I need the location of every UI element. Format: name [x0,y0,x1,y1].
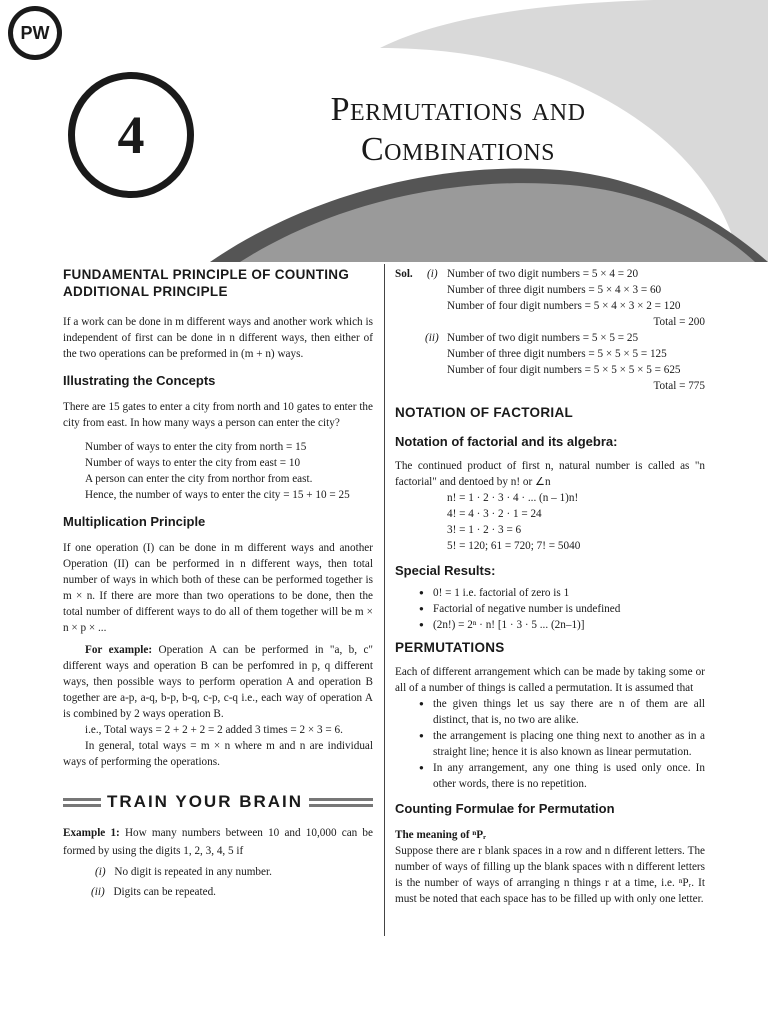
chapter-title-line2: Combinations [360,131,556,168]
sol-i-lines [395,266,705,330]
para-multiplication: If one operation (I) can be done in m different ways and another Operation (II) can be performed in n different ways, then total number of ways in which both of these can be performed together is m × n. If there are more than two operations to be done, then the total number of different ways to do all of them together will be m × n × p × ... [63,542,373,634]
sol-total: Total = 775 [653,380,705,392]
gate-line: Hence, the number of ways to enter the city = 15 + 10 = 25 [85,489,350,501]
para-gates: There are 15 gates to enter a city from north and 10 gates to enter the city from east. In how many ways a person can enter the city? [63,401,373,429]
example1-part-ii [63,882,373,902]
factorial-line: 3! = 1 · 2 · 3 = 6 [447,524,522,536]
para-factorial: The continued product of first n, natural number is called as "n factorial" and dentoed by n! or ∠n [395,460,705,488]
heading-special: Special Results: [395,563,496,578]
sol-line: Number of two digit numbers = 5 × 4 = 20 [447,268,639,280]
factorial-lines [395,490,705,554]
banner-bars-left [63,798,101,807]
example1-text: How many numbers between 10 and 10,000 can be formed by using the digits 1, 2, 3, 4, 5 if [63,827,373,857]
sol-i-label: (i) [427,268,438,280]
sol-ii-label: (ii) [425,332,439,344]
gate-lines [63,439,373,503]
pw-logo [8,6,62,60]
right-column [395,266,705,907]
sol-label: Sol. [395,268,413,280]
heading-notation-algebra: Notation of factorial and its algebra: [395,434,618,449]
chapter-number: 4 [117,105,145,165]
part-i-text: No digit is repeated in any number. [114,866,272,878]
heading-fundamental: FUNDAMENTAL PRINCIPLE OF COUNTING [63,267,350,282]
para-general: In general, total ways = m × n where m and n are individual ways of performing the operations. [63,740,373,768]
list-item: ● In any arrangement, any one thing is used only once. In other words, there is no repetition. [433,760,705,792]
sol-ii-lines [395,330,705,394]
list-item: ● Factorial of negative number is undefined [433,601,705,617]
example-text: Operation A can be performed in "a, b, c" different ways and operation B can be perfomred in p, q different ways, then possible ways to perform operation A and operation B together are a-p, a-q, b-p, b-q, c-p, c-q i.e., each way of operation A is combined by 2 ways operation B. [63,644,373,720]
para-meaning: Suppose there are r blank spaces in a row and n different letters. The number of ways of filling up the blank spaces with n different letters is the number of ways of arranging n things r at a time, i.e. ⁿPᵣ. It must be noted that each space has to be filled up with only one letter. [395,845,705,905]
list-item: ● 0! = 1 i.e. factorial of zero is 1 [433,585,705,601]
heading-permutations: PERMUTATIONS [395,640,505,655]
example1-label: Example 1: [63,827,120,839]
example-label: For example: [85,644,153,656]
part-ii-label: (ii) [91,886,105,898]
heading-illustrating: Illustrating the Concepts [63,373,216,388]
example1-part-i [63,862,373,882]
banner-title: TRAIN YOUR BRAIN [107,792,304,811]
example1 [63,824,373,860]
list-item: ● the arrangement is placing one thing next to another as in a straight line; hence it is also known as linear permutation. [433,728,705,760]
list-item: ● (2n!) = 2ⁿ · n! [1 · 3 · 5 ... (2n–1)] [433,617,705,633]
gate-line: Number of ways to enter the city from east = 10 [85,457,301,469]
part-i-label: (i) [95,866,106,878]
gate-line: Number of ways to enter the city from north = 15 [85,441,307,453]
para-permutations: Each of different arrangement which can be made by taking some or all of a number of things is called a permutation. It is assumed that [395,666,705,694]
chapter-title [268,90,648,170]
banner-bars-right [309,798,373,807]
left-column [63,266,373,902]
factorial-line: 4! = 4 · 3 · 2 · 1 = 24 [447,508,542,520]
chapter-title-line1: Permutations and [330,91,586,128]
train-banner [63,792,373,812]
list-item: ● the given things let us say there are n of them are all distinct, that is, no two are alike. [433,696,705,728]
part-ii-text: Digits can be repeated. [113,886,216,898]
para-additional: If a work can be done in m different ways and another work which is independent of first can be done in n different ways, then either of the two operations can be preformed in (m + n) ways. [63,316,373,360]
heading-additional: ADDITIONAL PRINCIPLE [63,284,228,299]
pw-logo-text: PW [20,22,50,43]
special-list [395,585,705,633]
chapter-number-circle [68,72,194,198]
sol-line: Number of four digit numbers = 5 × 5 × 5 × 5 = 625 [447,364,681,376]
heading-notation: NOTATION OF FACTORIAL [395,405,574,420]
meaning-label: The meaning of ⁿPᵣ [395,829,486,841]
gate-line: A person can enter the city from northor from east. [85,473,313,485]
factorial-line: n! = 1 · 2 · 3 · 4 · ... (n – 1)n! [447,492,579,504]
para-total: i.e., Total ways = 2 + 2 + 2 = 2 added 3 times = 2 × 3 = 6. [85,724,343,736]
heading-multiplication: Multiplication Principle [63,514,206,529]
pw-logo-inner [13,11,57,55]
factorial-line: 5! = 120; 61 = 720; 7! = 5040 [447,540,581,552]
solution-block [395,266,705,394]
column-divider [384,264,385,936]
sol-line: Number of two digit numbers = 5 × 5 = 25 [447,332,639,344]
heading-counting: Counting Formulae for Permutation [395,801,615,816]
sol-line: Number of three digit numbers = 5 × 5 × 5 = 125 [447,348,667,360]
sol-line: Number of four digit numbers = 5 × 4 × 3 × 2 = 120 [447,300,681,312]
sol-line: Number of three digit numbers = 5 × 4 × 3 = 60 [447,284,662,296]
para-example [63,642,373,722]
perm-list [395,696,705,792]
sol-total: Total = 200 [653,316,705,328]
